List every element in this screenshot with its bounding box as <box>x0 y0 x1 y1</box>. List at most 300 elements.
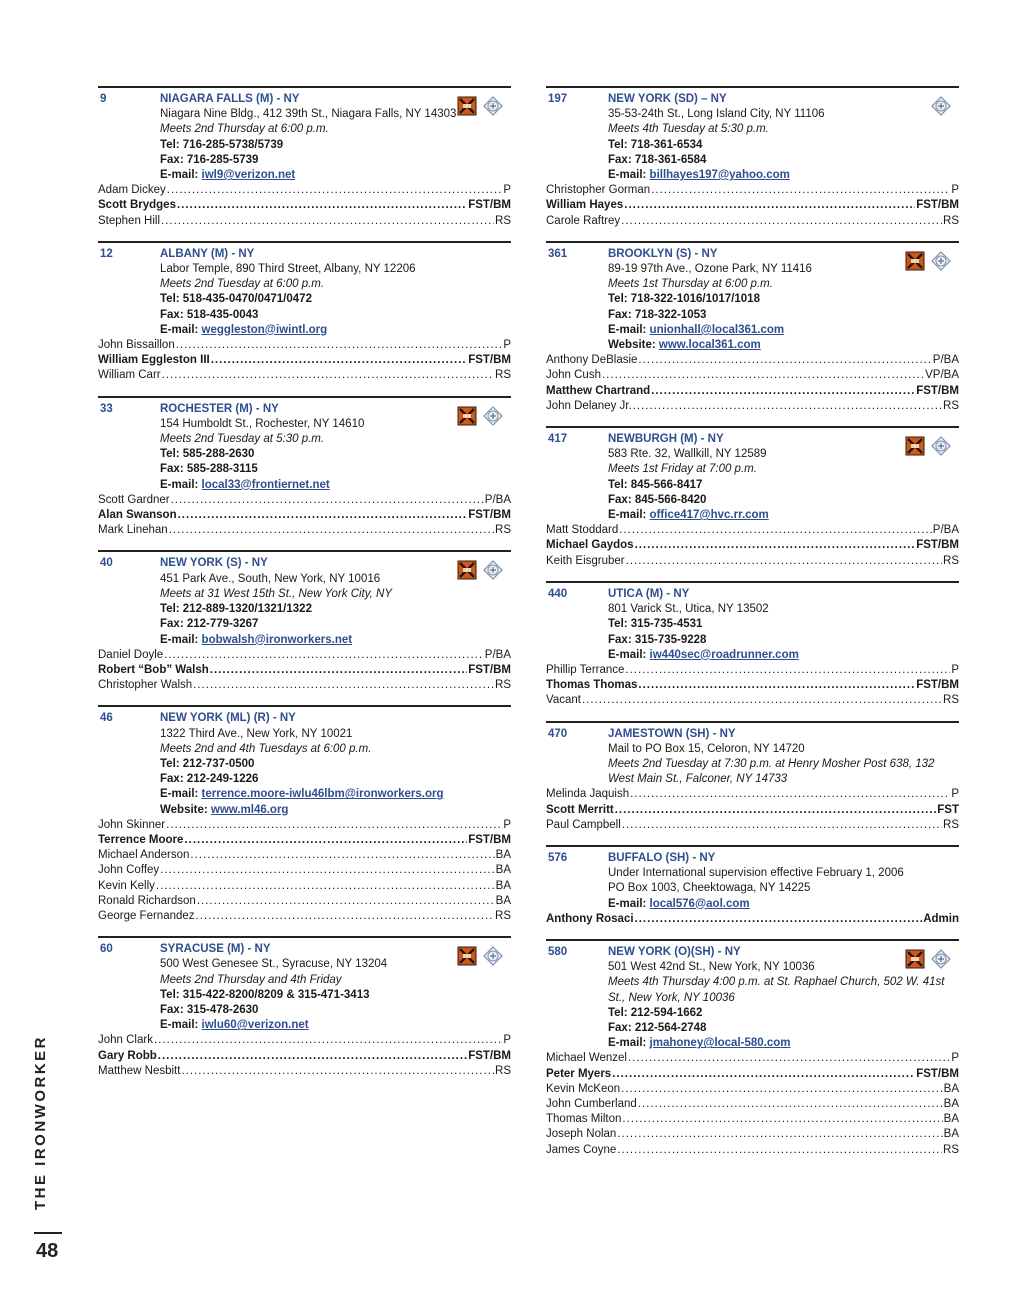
officer-title: P <box>951 184 959 197</box>
local-number: 12 <box>100 247 113 260</box>
dot-leader <box>190 848 494 863</box>
officer-list <box>98 818 511 924</box>
dot-leader <box>166 818 502 833</box>
ironworkers-logo-icon <box>483 96 503 116</box>
officer-list <box>98 648 511 694</box>
officer-name: Kevin Kelly <box>98 879 155 892</box>
dot-leader <box>177 198 467 213</box>
local-info <box>608 851 959 912</box>
phone-fax-line: Fax: 518-435-0043 <box>160 308 259 321</box>
meeting-info: Meets 2nd and 4th Tuesdays at 6:00 p.m. <box>160 742 372 755</box>
officer-title: RS <box>495 1064 511 1077</box>
entry-header <box>546 945 959 1051</box>
phone-fax-line: Tel: 212-737-0500 <box>160 757 255 770</box>
left-column <box>98 86 511 1091</box>
local-number: 197 <box>548 93 568 105</box>
officer-name: Mark Linehan <box>98 524 168 537</box>
officer-name: Michael Wenzel <box>546 1052 627 1065</box>
officer-name: Christopher Gorman <box>546 184 651 197</box>
officer-list <box>546 183 959 229</box>
officer-name: Phillip Terrance <box>546 663 625 676</box>
officer-name: Scott Merritt <box>546 803 614 816</box>
officer-title: P/BA <box>932 524 959 537</box>
local-name: BUFFALO (SH) - NY <box>608 851 716 864</box>
entry-icons <box>457 946 503 966</box>
contact-link-label: Website: <box>608 339 659 352</box>
officer-row <box>98 879 511 894</box>
page-number-rule <box>34 1232 62 1234</box>
officer-row <box>546 1143 959 1158</box>
phone-fax-line: Tel: 212-889-1320/1321/1322 <box>160 603 312 616</box>
officer-title: RS <box>943 214 959 227</box>
union-seal-icon <box>457 560 477 580</box>
officer-row <box>98 909 511 924</box>
ironworkers-logo-icon <box>483 406 503 426</box>
dot-leader <box>197 894 495 909</box>
email-link[interactable]: iwlu60@verizon.net <box>201 1019 309 1032</box>
dot-leader <box>181 1064 494 1079</box>
officer-name: Adam Dickey <box>98 184 166 197</box>
officer-title: BA <box>495 864 511 877</box>
phone-fax-line: Fax: 718-322-1053 <box>608 308 707 321</box>
contact-link-line <box>160 633 511 648</box>
officer-list <box>546 353 959 414</box>
meeting-info: Meets 2nd Thursday and 4th Friday <box>160 973 342 986</box>
local-number: 60 <box>100 943 113 956</box>
address-line: 583 Rte. 32, Wallkill, NY 12589 <box>608 448 767 461</box>
phone-fax-line: Tel: 518-435-0470/0471/0472 <box>160 293 312 306</box>
contact-link-label: E-mail: <box>608 648 650 661</box>
contact-link-line <box>608 508 959 523</box>
phone-fax-line: Fax: 845-566-8420 <box>608 493 707 506</box>
officer-row <box>98 338 511 353</box>
officer-row <box>546 368 959 383</box>
local-entry <box>98 396 511 539</box>
email-link[interactable]: iw440sec@roadrunner.com <box>649 648 799 661</box>
phone-fax-line: Fax: 315-478-2630 <box>160 1003 259 1016</box>
union-seal-icon <box>457 406 477 426</box>
officer-name: Joseph Nolan <box>546 1128 617 1141</box>
dot-leader <box>621 214 942 229</box>
officer-title: P/BA <box>484 493 511 506</box>
email-link[interactable]: office417@hvc.rr.com <box>649 509 769 522</box>
dot-leader <box>617 1143 942 1158</box>
local-entry <box>98 705 511 924</box>
officer-title: BA <box>495 879 511 892</box>
meeting-info: Meets 4th Tuesday at 5:30 p.m. <box>608 123 769 136</box>
local-name: NEW YORK (ML) (R) - NY <box>160 712 296 725</box>
dot-leader <box>167 183 503 198</box>
officer-name: Terrence Moore <box>98 833 184 846</box>
officer-name: Michael Anderson <box>98 849 190 862</box>
dot-leader <box>635 912 923 927</box>
dot-leader <box>622 818 942 833</box>
officer-row <box>98 663 511 678</box>
local-number: 46 <box>100 712 113 725</box>
local-entry <box>546 86 959 229</box>
publication-title: THE IRONWORKER <box>32 1035 49 1210</box>
officer-title: FST/BM <box>916 1067 959 1080</box>
contact-link-line <box>160 168 511 183</box>
officer-title: RS <box>943 1143 959 1156</box>
officer-list <box>98 493 511 539</box>
entry-icons <box>457 560 503 580</box>
officer-name: Matthew Nesbitt <box>98 1064 181 1077</box>
dot-leader <box>624 198 915 213</box>
dot-leader <box>184 833 467 848</box>
contact-link-label: E-mail: <box>608 1037 650 1050</box>
local-number: 580 <box>548 945 568 958</box>
contact-link-line <box>160 803 511 818</box>
phone-fax-line: Fax: 718-361-6584 <box>608 153 707 166</box>
website-link[interactable]: www.local361.com <box>658 339 761 352</box>
local-entry <box>98 241 511 384</box>
officer-name: Scott Gardner <box>98 493 170 506</box>
contact-link-label: E-mail: <box>160 633 202 646</box>
phone-fax-line: Tel: 315-735-4531 <box>608 618 703 631</box>
phone-fax-line: Tel: 212-594-1662 <box>608 1006 703 1019</box>
contact-link-line <box>608 168 959 183</box>
officer-title: FST/BM <box>916 539 959 552</box>
ironworkers-logo-icon <box>931 949 951 969</box>
officer-name: Peter Myers <box>546 1067 612 1080</box>
email-link[interactable]: billhayes197@yahoo.com <box>649 169 790 182</box>
officer-title: FST/BM <box>468 199 511 212</box>
officer-title: P <box>503 184 511 197</box>
officer-row <box>546 538 959 553</box>
officer-name: Michael Gaydos <box>546 539 634 552</box>
entry-header <box>98 247 511 338</box>
phone-fax-line: Tel: 585-288-2630 <box>160 448 255 461</box>
email-link[interactable]: iwl9@verizon.net <box>201 169 296 182</box>
officer-row <box>546 214 959 229</box>
phone-fax-line: Tel: 716-285-5738/5739 <box>160 138 284 151</box>
officer-row <box>98 833 511 848</box>
contact-link-line <box>160 1018 511 1033</box>
dot-leader <box>626 554 942 569</box>
officer-title: FST/BM <box>916 384 959 397</box>
officer-title: P <box>503 818 511 831</box>
officer-row <box>98 863 511 878</box>
dot-leader <box>630 787 950 802</box>
officer-title: FST/BM <box>468 833 511 846</box>
local-name: BROOKLYN (S) - NY <box>608 247 718 260</box>
officer-row <box>546 678 959 693</box>
officer-name: Matthew Chartrand <box>546 384 651 397</box>
officer-title: RS <box>495 679 511 692</box>
local-name: ALBANY (M) - NY <box>160 247 255 260</box>
contact-link-label: Website: <box>160 803 211 816</box>
officer-title: RS <box>943 694 959 707</box>
entry-header <box>546 432 959 523</box>
dot-leader <box>582 693 942 708</box>
officer-title: RS <box>943 818 959 831</box>
local-name: UTICA (M) - NY <box>608 587 690 600</box>
dot-leader <box>193 678 494 693</box>
dot-leader <box>612 1067 915 1082</box>
phone-fax-line: Fax: 315-735-9228 <box>608 633 707 646</box>
contact-link-line <box>608 1036 959 1051</box>
officer-title: RS <box>495 909 511 922</box>
address-line: Mail to PO Box 15, Celoron, NY 14720 <box>608 742 805 755</box>
officer-title: FST/BM <box>468 663 511 676</box>
dot-leader <box>156 879 495 894</box>
local-entry <box>546 581 959 709</box>
phone-fax-line: Fax: 585-288-3115 <box>160 463 258 476</box>
officer-row <box>546 693 959 708</box>
ironworkers-logo-icon <box>931 251 951 271</box>
email-link[interactable]: jmahoney@local-580.com <box>649 1037 791 1050</box>
local-name: SYRACUSE (M) - NY <box>160 943 271 956</box>
officer-row <box>546 1127 959 1142</box>
officer-name: John Skinner <box>98 818 166 831</box>
officer-list <box>546 523 959 569</box>
officer-name: Ronald Richardson <box>98 894 196 907</box>
phone-fax-line: Fax: 212-564-2748 <box>608 1021 707 1034</box>
meeting-info: Meets 2nd Tuesday at 5:30 p.m. <box>160 433 325 446</box>
dot-leader <box>169 523 494 538</box>
officer-title: P <box>951 788 959 801</box>
email-link[interactable]: unionhall@local361.com <box>649 323 785 336</box>
dot-leader <box>178 508 468 523</box>
officer-name: Anthony Rosaci <box>546 912 634 925</box>
officer-name: Thomas Milton <box>546 1113 622 1126</box>
local-name: NEW YORK (O)(SH) - NY <box>608 945 741 958</box>
contact-link-label: E-mail: <box>608 169 650 182</box>
address-line: 89-19 97th Ave., Ozone Park, NY 11416 <box>608 263 812 276</box>
officer-row <box>546 554 959 569</box>
local-number: 40 <box>100 557 113 570</box>
email-link[interactable]: local576@aol.com <box>649 897 750 910</box>
officer-title: BA <box>495 849 511 862</box>
address-line: Under International supervision effective February 1, 2006 <box>608 867 904 880</box>
local-number: 440 <box>548 587 568 600</box>
meeting-info: Meets 1st Friday at 7:00 p.m. <box>608 463 757 476</box>
dot-leader <box>602 368 924 383</box>
officer-name: William Carr <box>98 369 161 382</box>
local-entry <box>546 241 959 414</box>
local-name: NEWBURGH (M) - NY <box>608 433 724 446</box>
officer-row <box>98 1033 511 1048</box>
officer-title: RS <box>495 214 511 227</box>
officer-name: Matt Stoddard <box>546 524 619 537</box>
officer-title: P <box>503 1034 511 1047</box>
local-number: 417 <box>548 433 568 446</box>
address-line: 501 West 42nd St., New York, NY 10036 <box>608 961 815 974</box>
page-number: 48 <box>36 1240 59 1262</box>
officer-row <box>98 1064 511 1079</box>
local-number: 9 <box>100 93 107 105</box>
contact-link-label: E-mail: <box>608 897 650 910</box>
officer-title: Admin <box>923 912 959 925</box>
local-info <box>608 587 959 663</box>
entry-header <box>546 247 959 353</box>
dot-leader <box>211 353 467 368</box>
officer-row <box>546 1082 959 1097</box>
officer-name: William Eggleston III <box>98 354 210 367</box>
officer-name: John Cumberland <box>546 1097 637 1110</box>
dot-leader <box>210 663 467 678</box>
officer-row <box>546 912 959 927</box>
officer-title: P <box>503 339 511 352</box>
local-info <box>160 247 511 338</box>
officer-name: John Cush <box>546 369 601 382</box>
address-line: 500 West Genesee St., Syracuse, NY 13204 <box>160 958 388 971</box>
address-line: 801 Varick St., Utica, NY 13502 <box>608 603 769 616</box>
entry-header <box>98 711 511 817</box>
contact-link-label: E-mail: <box>160 478 202 491</box>
local-info <box>608 727 959 788</box>
entry-header <box>98 942 511 1033</box>
officer-title: BA <box>495 894 511 907</box>
officer-title: BA <box>943 1082 959 1095</box>
officer-row <box>546 399 959 414</box>
officer-title: RS <box>495 369 511 382</box>
union-seal-icon <box>905 251 925 271</box>
officer-row <box>98 493 511 508</box>
officer-row <box>546 1051 959 1066</box>
officer-title: RS <box>943 554 959 567</box>
officer-title: FST/BM <box>468 1049 511 1062</box>
officer-row <box>546 353 959 368</box>
dot-leader <box>619 523 932 538</box>
address-line: 451 Park Ave., South, New York, NY 10016 <box>160 572 381 585</box>
email-link[interactable]: weggleston@iwintl.org <box>201 323 328 336</box>
ironworkers-logo-icon <box>931 436 951 456</box>
local-entry <box>546 426 959 569</box>
address-line: PO Box 1003, Cheektowaga, NY 14225 <box>608 882 811 895</box>
dot-leader <box>633 399 942 414</box>
website-link[interactable]: www.ml46.org <box>210 803 289 816</box>
local-name: JAMESTOWN (SH) - NY <box>608 727 736 740</box>
officer-name: Robert “Bob” Walsh <box>98 663 209 676</box>
officer-row <box>98 214 511 229</box>
phone-fax-line: Fax: 212-249-1226 <box>160 773 259 786</box>
officer-name: Anthony DeBlasie <box>546 354 638 367</box>
officer-row <box>98 508 511 523</box>
officer-row <box>546 183 959 198</box>
officer-row <box>98 183 511 198</box>
officer-name: Alan Swanson <box>98 509 177 522</box>
contact-link-label: E-mail: <box>608 509 650 522</box>
dot-leader <box>171 493 484 508</box>
entry-icons <box>457 96 503 116</box>
officer-name: John Delaney Jr. <box>546 399 632 412</box>
dot-leader <box>651 183 950 198</box>
dot-leader <box>164 648 484 663</box>
officer-name: Christopher Walsh <box>98 679 193 692</box>
officer-row <box>546 198 959 213</box>
entry-header <box>546 851 959 912</box>
officer-row <box>546 1097 959 1112</box>
entry-header <box>546 587 959 663</box>
officer-list <box>546 787 959 833</box>
meeting-info: Meets 4th Thursday 4:00 p.m. at St. Raphael Church, 502 W. 41st St., New York, NY 10036 <box>608 976 945 1004</box>
local-number: 576 <box>548 851 568 864</box>
officer-row <box>98 353 511 368</box>
entry-icons <box>905 436 951 456</box>
email-link[interactable]: local33@frontiernet.net <box>201 478 330 491</box>
phone-fax-line: Tel: 718-361-6534 <box>608 138 703 151</box>
dot-leader <box>638 353 931 368</box>
address-line: 154 Humboldt St., Rochester, NY 14610 <box>160 417 365 430</box>
union-seal-icon <box>905 949 925 969</box>
entry-header <box>98 92 511 183</box>
officer-list <box>98 183 511 229</box>
dot-leader <box>196 909 494 924</box>
entry-header <box>546 727 959 788</box>
dot-leader <box>622 1112 942 1127</box>
dot-leader <box>638 678 915 693</box>
email-link[interactable]: bobwalsh@ironworkers.net <box>201 633 353 646</box>
officer-list <box>546 912 959 927</box>
ironworkers-logo-icon <box>931 96 951 116</box>
meeting-info: Meets 2nd Thursday at 6:00 p.m. <box>160 123 329 136</box>
officer-row <box>546 818 959 833</box>
officer-title: FST/BM <box>468 354 511 367</box>
contact-link-line <box>608 338 959 353</box>
dot-leader <box>158 1049 467 1064</box>
officer-name: Paul Campbell <box>546 818 621 831</box>
email-link[interactable]: terrence.moore-iwlu46lbm@ironworkers.org <box>201 788 444 801</box>
officer-row <box>98 648 511 663</box>
officer-title: FST <box>937 803 959 816</box>
officer-row <box>98 678 511 693</box>
officer-name: George Fernandez <box>98 909 195 922</box>
phone-fax-line: Tel: 718-322-1016/1017/1018 <box>608 293 760 306</box>
meeting-info: Meets at 31 West 15th St., New York City, NY <box>160 587 393 600</box>
entry-icons <box>905 251 951 271</box>
address-line: Niagara Nine Bldg., 412 39th St., Niagara Falls, NY 14303 <box>160 108 457 121</box>
contact-link-label: E-mail: <box>160 323 202 336</box>
phone-fax-line: Fax: 212-779-3267 <box>160 618 259 631</box>
local-name: NIAGARA FALLS (M) - NY <box>160 93 300 105</box>
officer-title: FST/BM <box>916 199 959 212</box>
phone-fax-line: Tel: 845-566-8417 <box>608 478 703 491</box>
officer-row <box>98 198 511 213</box>
officer-row <box>546 384 959 399</box>
meeting-info: Meets 2nd Tuesday at 6:00 p.m. <box>160 278 325 291</box>
contact-link-line <box>160 323 511 338</box>
ironworkers-logo-icon <box>483 560 503 580</box>
dot-leader <box>161 214 494 229</box>
local-entry <box>98 936 511 1079</box>
officer-name: John Bissaillon <box>98 339 175 352</box>
contact-link-line <box>608 323 959 338</box>
union-seal-icon <box>905 436 925 456</box>
local-name: ROCHESTER (M) - NY <box>160 402 279 415</box>
local-number: 470 <box>548 727 568 740</box>
officer-name: John Coffey <box>98 864 160 877</box>
officer-name: Keith Eisgruber <box>546 554 625 567</box>
contact-link-label: E-mail: <box>608 323 650 336</box>
officer-row <box>98 1049 511 1064</box>
contact-link-line <box>160 787 511 802</box>
officer-row <box>546 1067 959 1082</box>
dot-leader <box>628 1051 950 1066</box>
officer-title: BA <box>943 1097 959 1110</box>
local-number: 361 <box>548 247 568 260</box>
dot-leader <box>635 538 916 553</box>
union-seal-icon <box>457 946 477 966</box>
address-line: Labor Temple, 890 Third Street, Albany, NY 12206 <box>160 263 416 276</box>
dot-leader <box>651 384 915 399</box>
officer-title: VP/BA <box>925 369 959 382</box>
officer-name: Carole Raftrey <box>546 214 621 227</box>
officer-row <box>98 894 511 909</box>
officer-list <box>546 663 959 709</box>
entry-header <box>98 402 511 493</box>
